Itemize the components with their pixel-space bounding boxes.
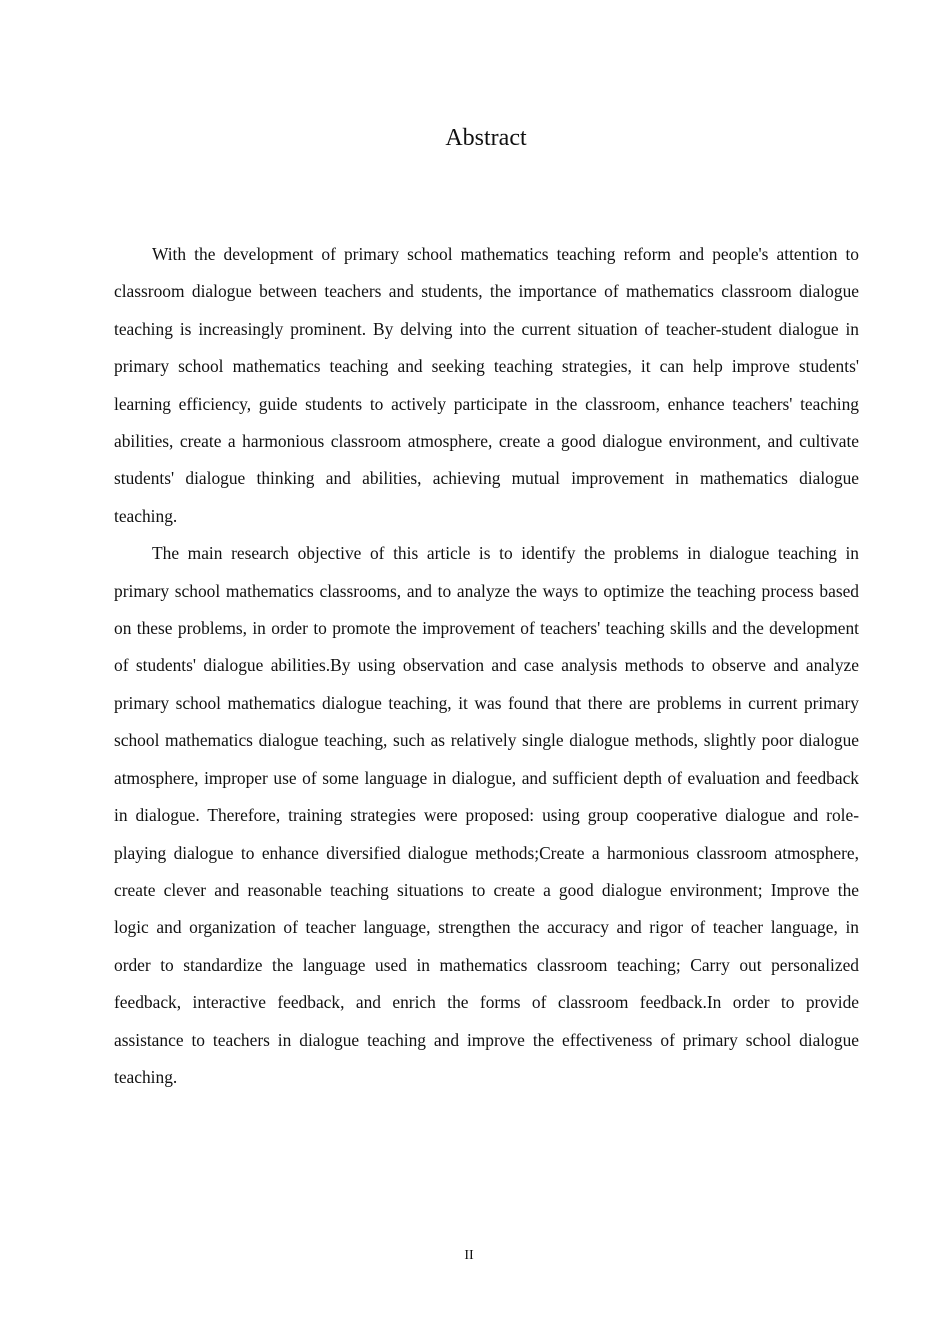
page-number: II [464,1248,474,1263]
page-title: Abstract [445,125,527,151]
abstract-paragraph-1: With the development of primary school mathematics teaching reform and people's attention to classroom dialogue between teachers and students, the importance of mathematics classroom dialogue teaching is increasingly prominent. By delving into the current situation of teacher-student dialogue in primary school mathematics teaching and seeking teaching strategies, it can help improve students' learning efficiency, guide students to actively participate in the classroom, enhance teachers' teaching abilities, create a harmonious classroom atmosphere, create a good dialogue environment, and cultivate students' dialogue thinking and abilities, achieving mutual improvement in mathematics dialogue teaching. [114,244,859,526]
abstract-paragraph-2: The main research objective of this article is to identify the problems in dialogue teaching in primary school mathematics classrooms, and to analyze the ways to optimize the teaching process based on these problems, in order to promote the improvement of teachers' teaching skills and the development of students' dialogue abilities.By using observation and case analysis methods to observe and analyze primary school mathematics dialogue teaching, it was found that there are problems in current primary school mathematics dialogue teaching, such as relatively single dialogue methods, slightly poor dialogue atmosphere, improper use of some language in dialogue, and sufficient depth of evaluation and feedback in dialogue. Therefore, training strategies were proposed: using group cooperative dialogue and role-playing dialogue to enhance diversified dialogue methods;Create a harmonious classroom atmosphere, create clever and reasonable teaching situations to create a good dialogue environment; Improve the logic and organization of teacher language, strengthen the accuracy and rigor of teacher language, in order to standardize the language used in mathematics classroom teaching; Carry out personalized feedback, interactive feedback, and enrich the forms of classroom feedback.In order to provide assistance to teachers in dialogue teaching and improve the effectiveness of primary school dialogue teaching. [114,543,859,1087]
abstract-body [114,236,859,1096]
